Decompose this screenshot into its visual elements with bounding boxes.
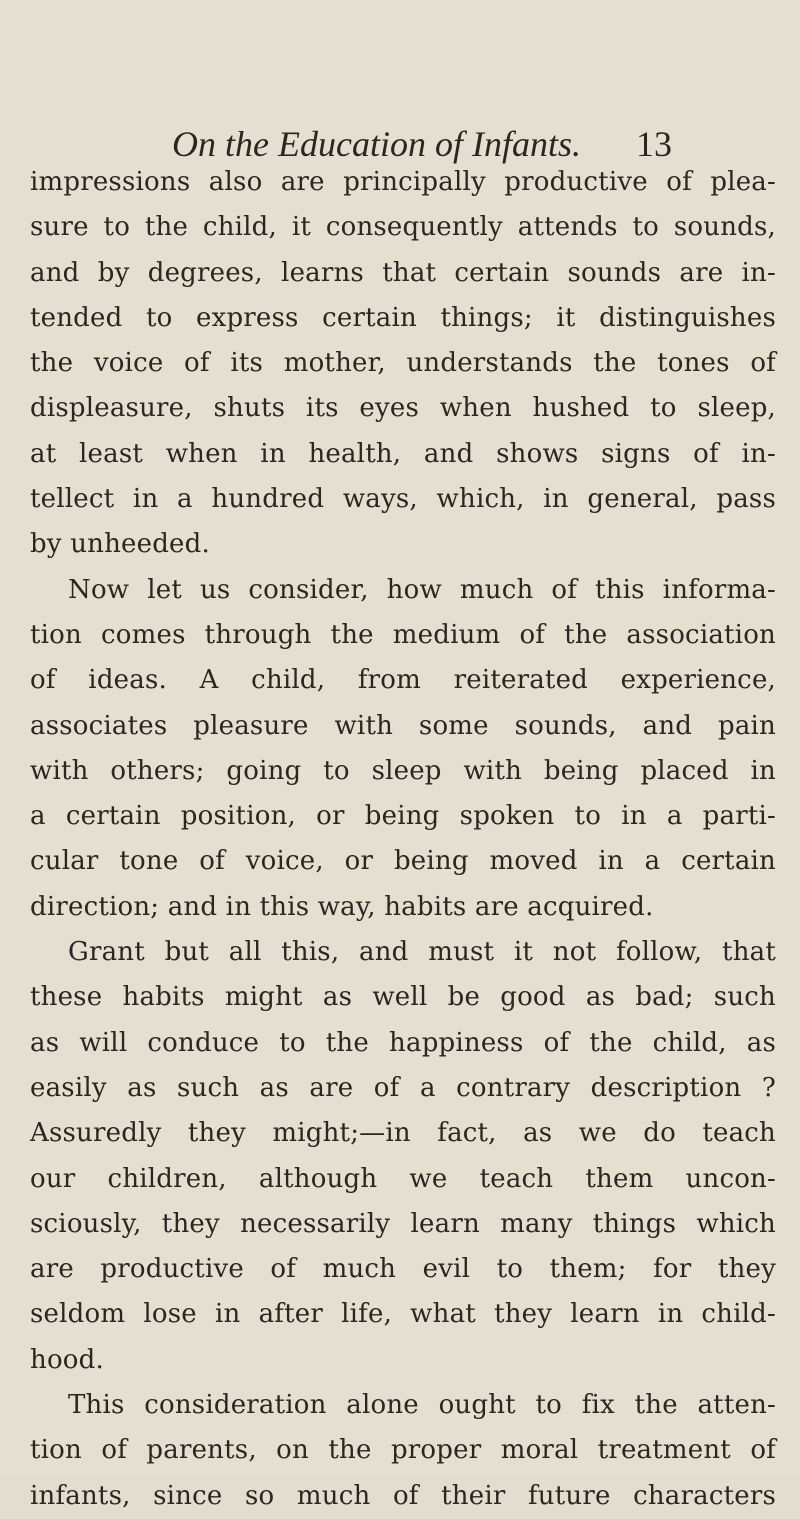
text-line: of ideas. A child, from reiterated experience, [30,665,776,696]
text-line: a certain position, or being spoken to in a parti- [30,801,776,832]
text-line: displeasure, shuts its eyes when hushed to sleep, [30,393,776,424]
paragraph-end-line: direction; and in this way, habits are acquired. [30,891,654,922]
running-head [172,124,672,164]
body-text [30,160,776,1519]
text-line: and by degrees, learns that certain sounds are in- [30,257,776,288]
text-line: tellect in a hundred ways, which, in general, pass [30,484,776,515]
paragraph-start-line: Now let us consider, how much of this informa- [68,574,776,605]
text-line: cular tone of voice, or being moved in a certain [30,846,776,877]
text-line: seldom lose in after life, what they learn in child- [30,1299,776,1330]
text-line: as will conduce to the happiness of the child, as [30,1027,776,1058]
paragraph-end-line: hood. [30,1344,104,1375]
text-line: are productive of much evil to them; for they [30,1254,776,1285]
paragraph-end-line: by unheeded. [30,529,210,560]
running-title: On the Education of Infants. [172,124,581,164]
text-line: tended to express certain things; it distinguishes [30,302,776,333]
text-line: at least when in health, and shows signs of in- [30,438,776,469]
text-line: infants, since so much of their future characters [30,1480,776,1511]
text-line: associates pleasure with some sounds, and pain [30,710,776,741]
text-line: tion comes through the medium of the association [30,619,776,650]
text-line: easily as such as are of a contrary description ? [30,1072,776,1103]
page-number: 13 [636,124,672,164]
paragraph-start-line: Grant but all this, and must it not follow, that [68,937,776,968]
text-line: Assuredly they might;—in fact, as we do teach [30,1118,776,1149]
text-line: tion of parents, on the proper moral treatment of [30,1435,776,1466]
paragraph-start-line: This consideration alone ought to fix the atten- [68,1390,776,1421]
text-line: sciously, they necessarily learn many things which [30,1208,776,1239]
text-line: with others; going to sleep with being placed in [30,755,776,786]
text-line: these habits might as well be good as bad; such [30,982,776,1013]
text-line: sure to the child, it consequently attends to sounds, [30,212,776,243]
text-line: impressions also are principally productive of plea- [30,167,776,197]
text-line: the voice of its mother, understands the tones of [30,348,776,379]
text-line: our children, although we teach them uncon- [30,1163,776,1194]
